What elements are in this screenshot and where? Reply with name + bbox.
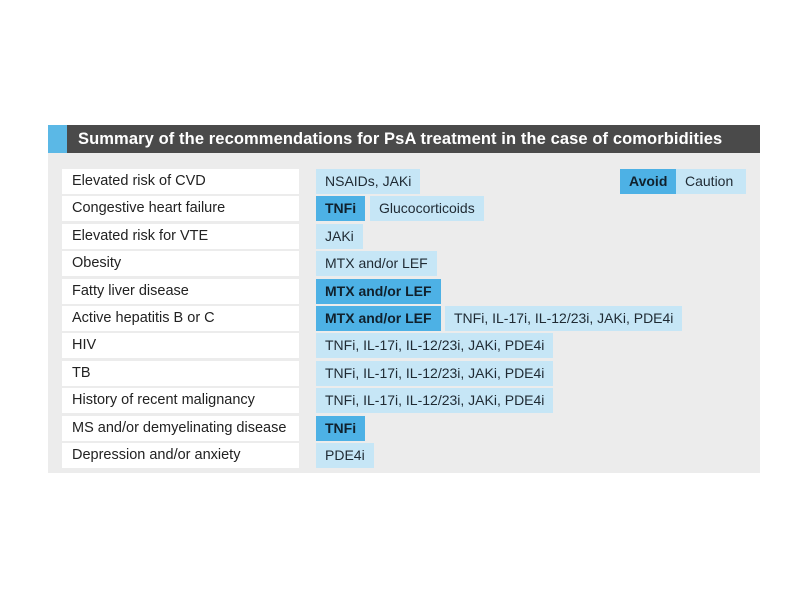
page-title: Summary of the recommendations for PsA treatment in the case of comorbidities — [78, 130, 723, 148]
avoid-drug-chip: MTX and/or LEF — [316, 306, 441, 331]
table-row — [62, 361, 752, 386]
comorbidity-label: Fatty liver disease — [62, 279, 299, 304]
caution-drug-chip: NSAIDs, JAKi — [316, 169, 420, 194]
comorbidity-label: Elevated risk for VTE — [62, 224, 299, 249]
comorbidity-label: Depression and/or anxiety — [62, 443, 299, 468]
table-row — [62, 443, 752, 468]
comorbidity-label: History of recent malignancy — [62, 388, 299, 413]
comorbidity-label: MS and/or demyelinating disease — [62, 416, 299, 441]
caution-drug-chip: TNFi, IL-17i, IL-12/23i, JAKi, PDE4i — [316, 388, 553, 413]
caution-drug-chip: TNFi, IL-17i, IL-12/23i, JAKi, PDE4i — [316, 361, 553, 386]
table-row — [62, 416, 752, 441]
comorbidity-label: Congestive heart failure — [62, 196, 299, 221]
header-accent-bar — [48, 125, 67, 153]
caution-drug-chip: PDE4i — [316, 443, 374, 468]
caution-drug-chip: TNFi, IL-17i, IL-12/23i, JAKi, PDE4i — [316, 333, 553, 358]
table-row — [62, 388, 752, 413]
avoid-drug-chip: MTX and/or LEF — [316, 279, 441, 304]
avoid-drug-chip: TNFi — [316, 416, 365, 441]
legend-avoid: Avoid — [620, 169, 676, 194]
legend-caution: Caution — [676, 169, 746, 194]
table-row — [62, 333, 752, 358]
table-row — [62, 224, 752, 249]
caution-drug-chip: TNFi, IL-17i, IL-12/23i, JAKi, PDE4i — [445, 306, 682, 331]
caution-drug-chip: MTX and/or LEF — [316, 251, 437, 276]
table-row — [62, 251, 752, 276]
table-row — [62, 196, 752, 221]
comorbidity-label: Active hepatitis B or C — [62, 306, 299, 331]
table-row — [62, 279, 752, 304]
panel-header — [48, 125, 760, 153]
comorbidity-label: HIV — [62, 333, 299, 358]
caution-drug-chip: Glucocorticoids — [370, 196, 484, 221]
avoid-drug-chip: TNFi — [316, 196, 365, 221]
comorbidity-label: TB — [62, 361, 299, 386]
caution-drug-chip: JAKi — [316, 224, 363, 249]
comorbidity-label: Elevated risk of CVD — [62, 169, 299, 194]
table-row — [62, 306, 752, 331]
recommendations-panel — [48, 125, 760, 473]
comorbidity-label: Obesity — [62, 251, 299, 276]
table-row — [62, 169, 752, 194]
